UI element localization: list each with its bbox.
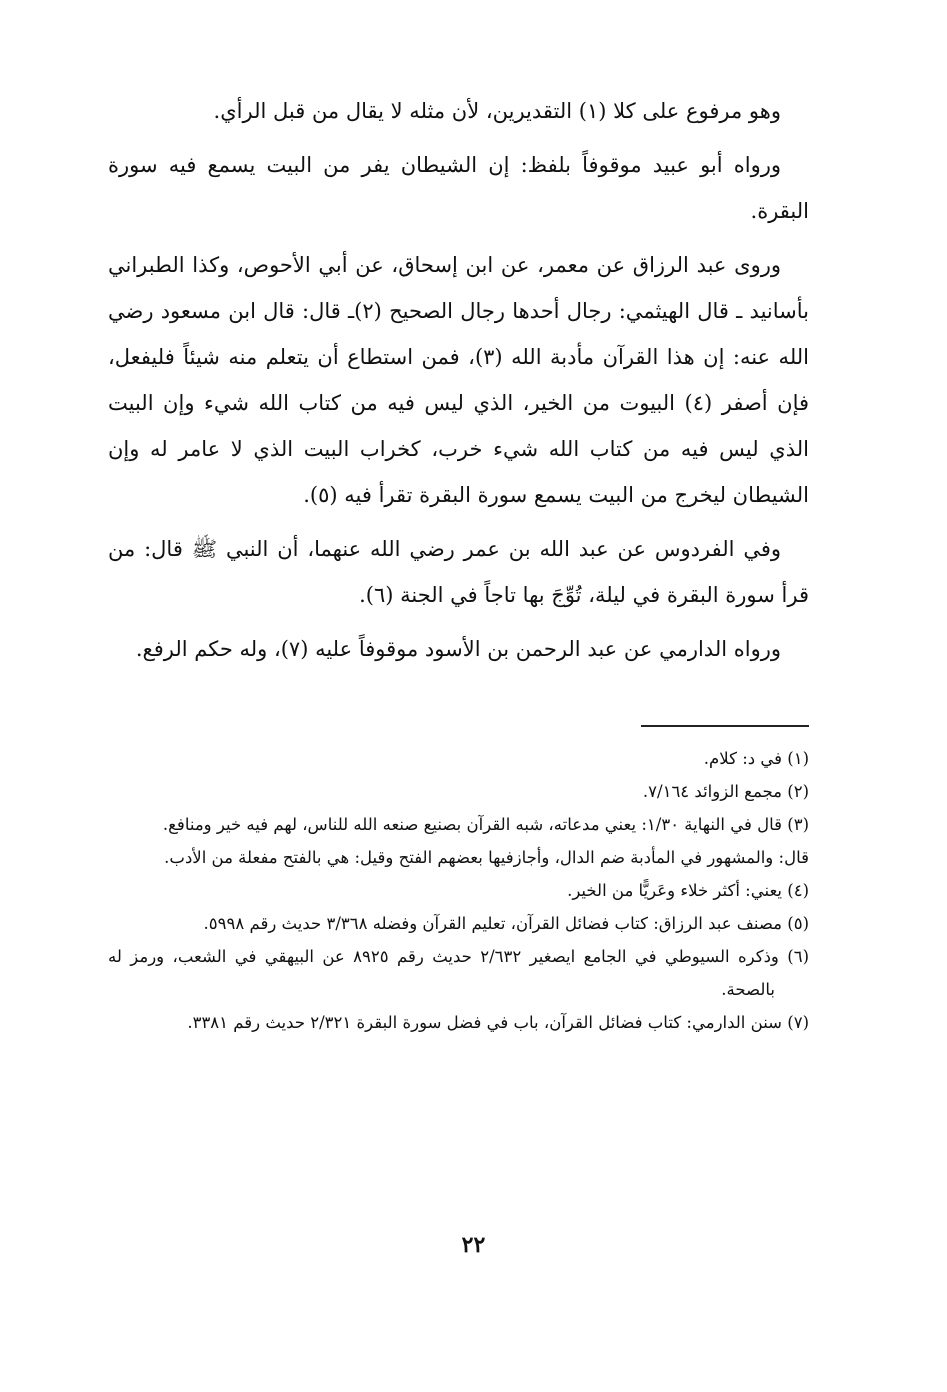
paragraph-3: وروى عبد الرزاق عن معمر، عن ابن إسحاق، عن أبي الأحوص، وكذا الطبراني بأسانيد ـ قال الهيثمي: رجال أحدها رجال الصحيح (٢)ـ قال: قال ابن مسعود رضي الله عنه: إن هذا القرآن مأدبة الله (٣)، فمن استطاع أن يتعلم منه شيئاً فليفعل، فإن أصفر (٤) البيوت من الخير، الذي ليس فيه من كتاب الله شيء وإن البيت الذي ليس فيه من كتاب الله شيء خرب، كخراب البيت الذي لا عامر له وإن الشيطان ليخرج من البيت يسمع سورة البقرة تقرأ فيه (٥). [108,253,810,507]
footnote-5: (٥) مصنف عبد الرزاق: كتاب فضائل القرآن، تعليم القرآن وفضله ٣/٣٦٨ حديث رقم ٥٩٩٨. [203,914,809,933]
paragraph-2: ورواه أبو عبيد موقوفاً بلفظ: إن الشيطان يفر من البيت يسمع فيه سورة البقرة. [108,153,809,223]
footnote-4: (٤) يعني: أكثر خلاء وعَريًّا من الخير. [567,881,809,900]
paragraph-1: وهو مرفوع على كلا (١) التقديرين، لأن مثله لا يقال من قبل الرأي. [213,99,781,123]
footnote-1: (١) في د: كلام. [703,749,809,768]
footnote-2: (٢) مجمع الزوائد ٧/١٦٤. [642,782,809,801]
footnote-7: (٧) سنن الدارمي: كتاب فضائل القرآن، باب في فضل سورة البقرة ٢/٣٢١ حديث رقم ٣٣٨١. [187,1013,809,1032]
paragraph-5: ورواه الدارمي عن عبد الرحمن بن الأسود موقوفاً عليه (٧)، وله حكم الرفع. [135,637,781,661]
footnote-6: (٦) وذكره السيوطي في الجامع ايصغير ٢/٦٣٢ حديث رقم ٨٩٢٥ عن البيهقي في الشعب، ورمز له بالصحة. [108,947,810,999]
footnotes [108,742,809,1039]
footnote-separator [641,725,809,727]
main-text [108,88,809,680]
footnote-3: (٣) قال في النهاية ١/٣٠: يعني مدعاته، شبه القرآن بصنيع صنعه الله للناس، لهم فيه خير ومنافع. [162,815,809,834]
page-number: ٢٢ [461,1232,486,1258]
paragraph-4: وفي الفردوس عن عبد الله بن عمر رضي الله عنهما، أن النبي ﷺ قال: من قرأ سورة البقرة في ليلة، تُوِّجَ بها تاجاً في الجنة (٦). [108,537,809,607]
footnote-3-continuation: قال: والمشهور في المأدبة ضم الدال، وأجازفيها بعضهم الفتح وقيل: هي بالفتح مفعلة من الأدب. [164,848,809,867]
